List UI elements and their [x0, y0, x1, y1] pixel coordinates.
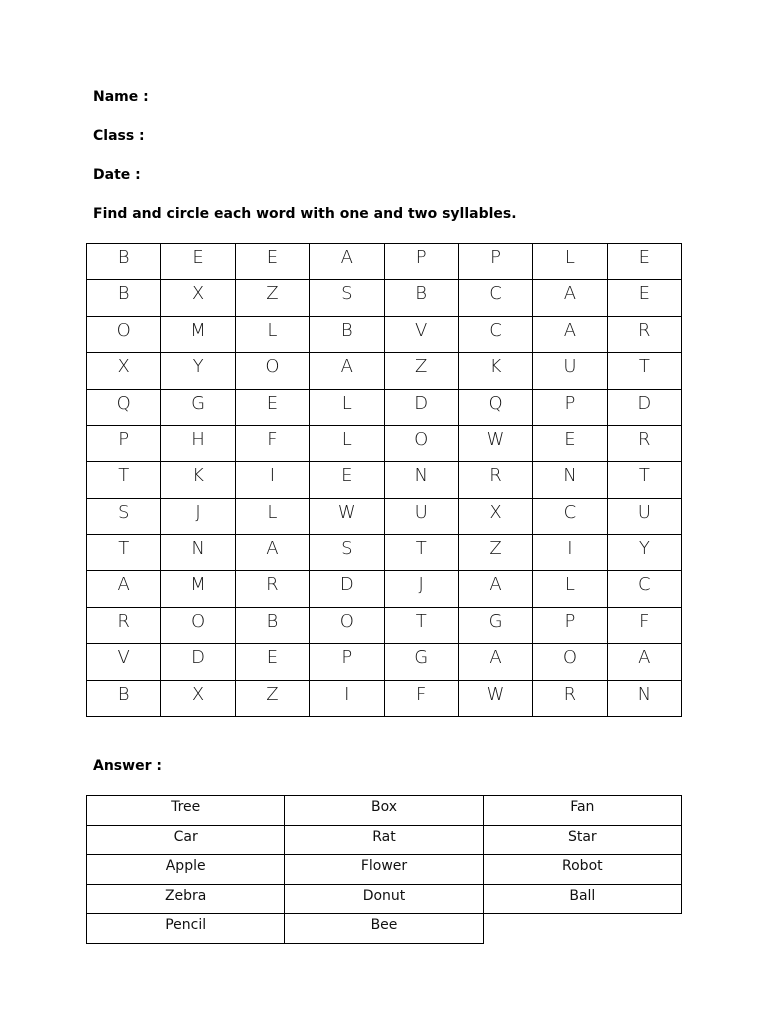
grid-cell[interactable]: D — [310, 571, 384, 607]
grid-cell[interactable]: Z — [384, 353, 458, 389]
grid-row — [87, 462, 682, 498]
grid-cell[interactable]: O — [87, 316, 161, 352]
grid-cell[interactable]: Z — [235, 280, 309, 316]
class-label: Class : — [93, 128, 145, 144]
grid-cell[interactable]: W — [458, 425, 532, 461]
grid-row — [87, 280, 682, 316]
grid-cell[interactable]: P — [533, 607, 607, 643]
grid-cell[interactable]: S — [310, 280, 384, 316]
grid-cell[interactable]: O — [235, 353, 309, 389]
grid-cell[interactable]: C — [458, 316, 532, 352]
grid-cell[interactable]: M — [161, 316, 235, 352]
grid-cell[interactable]: C — [607, 571, 681, 607]
grid-cell[interactable]: S — [310, 535, 384, 571]
grid-row — [87, 389, 682, 425]
grid-cell[interactable]: P — [310, 644, 384, 680]
grid-cell[interactable]: I — [235, 462, 309, 498]
grid-cell[interactable]: T — [607, 353, 681, 389]
grid-cell[interactable]: E — [607, 280, 681, 316]
grid-cell[interactable]: X — [161, 280, 235, 316]
grid-cell[interactable]: B — [87, 680, 161, 717]
grid-cell[interactable]: J — [161, 498, 235, 534]
grid-cell[interactable]: X — [458, 498, 532, 534]
grid-cell[interactable]: A — [310, 244, 384, 280]
grid-cell[interactable]: Y — [161, 353, 235, 389]
grid-cell[interactable]: F — [384, 680, 458, 717]
grid-cell[interactable]: K — [458, 353, 532, 389]
answer-row — [87, 884, 682, 914]
grid-cell[interactable]: B — [384, 280, 458, 316]
answer-word: Rat — [285, 825, 483, 855]
answer-word: Apple — [87, 855, 285, 885]
grid-cell[interactable]: A — [533, 280, 607, 316]
answer-word: Ball — [483, 884, 681, 914]
grid-cell[interactable]: L — [310, 425, 384, 461]
answer-word: Donut — [285, 884, 483, 914]
grid-cell[interactable]: U — [607, 498, 681, 534]
grid-cell[interactable]: E — [235, 244, 309, 280]
answer-row — [87, 825, 682, 855]
grid-cell[interactable]: F — [235, 425, 309, 461]
grid-cell[interactable]: A — [310, 353, 384, 389]
grid-cell[interactable]: S — [87, 498, 161, 534]
grid-row — [87, 353, 682, 389]
grid-cell[interactable]: A — [607, 644, 681, 680]
name-label: Name : — [93, 89, 149, 105]
grid-cell[interactable]: T — [87, 462, 161, 498]
grid-row — [87, 498, 682, 534]
grid-cell[interactable]: P — [384, 244, 458, 280]
grid-cell[interactable]: A — [235, 535, 309, 571]
answer-word: Fan — [483, 796, 681, 826]
grid-cell[interactable]: W — [458, 680, 532, 717]
grid-row — [87, 244, 682, 280]
grid-cell[interactable]: Q — [87, 389, 161, 425]
grid-cell[interactable]: R — [458, 462, 532, 498]
grid-cell[interactable]: Y — [607, 535, 681, 571]
answer-word: Box — [285, 796, 483, 826]
grid-cell[interactable]: L — [310, 389, 384, 425]
grid-row — [87, 535, 682, 571]
grid-cell[interactable]: M — [161, 571, 235, 607]
grid-cell[interactable]: T — [607, 462, 681, 498]
answer-word: Car — [87, 825, 285, 855]
grid-cell[interactable]: A — [458, 571, 532, 607]
grid-cell[interactable]: C — [533, 498, 607, 534]
grid-cell[interactable]: O — [384, 425, 458, 461]
answer-word: Pencil — [87, 914, 285, 944]
grid-cell[interactable]: L — [235, 316, 309, 352]
grid-cell[interactable]: Z — [235, 680, 309, 717]
grid-cell[interactable]: R — [87, 607, 161, 643]
grid-cell[interactable]: X — [87, 353, 161, 389]
grid-cell[interactable]: U — [533, 353, 607, 389]
word-search-grid — [86, 243, 682, 717]
answer-label: Answer : — [93, 758, 162, 774]
grid-cell[interactable]: B — [235, 607, 309, 643]
grid-cell[interactable]: O — [161, 607, 235, 643]
grid-row — [87, 571, 682, 607]
grid-cell[interactable]: R — [607, 316, 681, 352]
grid-cell[interactable]: G — [384, 644, 458, 680]
grid-cell[interactable]: K — [161, 462, 235, 498]
grid-cell[interactable]: E — [161, 244, 235, 280]
grid-cell[interactable]: N — [161, 535, 235, 571]
answer-row — [87, 914, 682, 944]
grid-cell[interactable]: R — [235, 571, 309, 607]
grid-cell[interactable]: R — [533, 680, 607, 717]
grid-row — [87, 644, 682, 680]
grid-row — [87, 316, 682, 352]
grid-cell[interactable]: E — [310, 462, 384, 498]
grid-cell[interactable]: I — [533, 535, 607, 571]
grid-cell[interactable]: F — [607, 607, 681, 643]
answer-row — [87, 796, 682, 826]
grid-cell[interactable]: L — [235, 498, 309, 534]
grid-cell[interactable]: G — [458, 607, 532, 643]
grid-cell[interactable]: E — [235, 389, 309, 425]
grid-cell[interactable]: T — [384, 535, 458, 571]
grid-cell[interactable]: P — [533, 389, 607, 425]
grid-cell[interactable]: E — [235, 644, 309, 680]
answer-word: Robot — [483, 855, 681, 885]
grid-cell[interactable]: E — [533, 425, 607, 461]
grid-cell[interactable]: D — [607, 389, 681, 425]
grid-cell[interactable]: C — [458, 280, 532, 316]
grid-cell[interactable]: D — [384, 389, 458, 425]
grid-cell[interactable]: H — [161, 425, 235, 461]
grid-row — [87, 425, 682, 461]
grid-cell[interactable]: V — [384, 316, 458, 352]
instruction-text: Find and circle each word with one and two syllables. — [93, 206, 517, 222]
grid-cell[interactable]: B — [310, 316, 384, 352]
grid-cell[interactable]: N — [533, 462, 607, 498]
grid-cell[interactable]: J — [384, 571, 458, 607]
grid-cell[interactable]: A — [533, 316, 607, 352]
answer-row — [87, 855, 682, 885]
grid-cell[interactable]: L — [533, 244, 607, 280]
grid-cell[interactable]: N — [384, 462, 458, 498]
grid-cell[interactable]: U — [384, 498, 458, 534]
grid-cell[interactable]: W — [310, 498, 384, 534]
grid-cell[interactable]: N — [607, 680, 681, 717]
grid-cell[interactable]: A — [458, 644, 532, 680]
answer-word: Zebra — [87, 884, 285, 914]
grid-cell[interactable]: T — [87, 535, 161, 571]
answer-word: Flower — [285, 855, 483, 885]
answer-word: Tree — [87, 796, 285, 826]
date-label: Date : — [93, 167, 141, 183]
answer-word: Star — [483, 825, 681, 855]
grid-cell[interactable]: O — [533, 644, 607, 680]
grid-cell[interactable]: X — [161, 680, 235, 717]
grid-cell[interactable]: V — [87, 644, 161, 680]
grid-cell[interactable]: P — [87, 425, 161, 461]
grid-cell[interactable]: Q — [458, 389, 532, 425]
answer-table — [86, 795, 682, 944]
grid-cell[interactable]: A — [87, 571, 161, 607]
grid-cell[interactable]: G — [161, 389, 235, 425]
answer-empty-cell — [483, 914, 681, 944]
grid-cell[interactable]: D — [161, 644, 235, 680]
grid-cell[interactable]: T — [384, 607, 458, 643]
grid-cell[interactable]: L — [533, 571, 607, 607]
grid-cell[interactable]: B — [87, 280, 161, 316]
grid-cell[interactable]: I — [310, 680, 384, 717]
grid-row — [87, 607, 682, 643]
grid-cell[interactable]: B — [87, 244, 161, 280]
grid-cell[interactable]: P — [458, 244, 532, 280]
grid-cell[interactable]: E — [607, 244, 681, 280]
grid-cell[interactable]: R — [607, 425, 681, 461]
answer-word: Bee — [285, 914, 483, 944]
grid-cell[interactable]: Z — [458, 535, 532, 571]
grid-row — [87, 680, 682, 717]
grid-cell[interactable]: O — [310, 607, 384, 643]
